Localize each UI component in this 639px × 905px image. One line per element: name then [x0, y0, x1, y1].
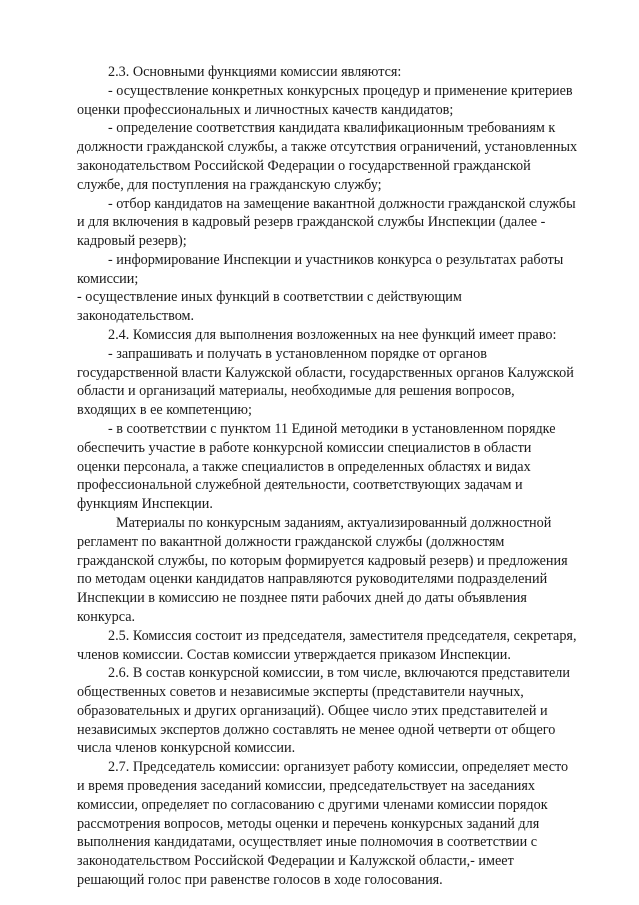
text-line: гражданской службы, по которым формируется кадровый резерв) и предложения: [77, 553, 568, 569]
text-line: - осуществление иных функций в соответствии с действующим: [77, 289, 462, 305]
text-line: 2.3. Основными функциями комиссии являются:: [108, 64, 402, 80]
text-line: - в соответствии с пунктом 11 Единой методики в установленном порядке: [108, 421, 556, 437]
text-line: области и организаций материалы, необходимые для решения вопросов,: [77, 383, 515, 399]
text-line: кадровый резерв);: [77, 233, 187, 249]
text-line: рассмотрения вопросов, методы оценки и перечень конкурсных заданий для: [77, 816, 540, 832]
text-line: обеспечить участие в работе конкурсной комиссии специалистов в области: [77, 440, 532, 456]
text-line: членов комиссии. Состав комиссии утверждается приказом Инспекции.: [77, 647, 511, 663]
text-line: регламент по вакантной должности гражданской службы (должностям: [77, 534, 505, 550]
text-line: - определение соответствия кандидата квалификационным требованиям к: [108, 120, 556, 136]
text-line: - информирование Инспекции и участников конкурса о результатах работы: [108, 252, 564, 268]
text-line: законодательством Российской Федерации о государственной гражданской: [77, 158, 531, 174]
text-line: законодательством Российской Федерации и Калужской области,- имеет: [77, 853, 514, 869]
text-line: по методам оценки кандидатов направляются руководителями подразделений: [77, 571, 548, 587]
text-line: - отбор кандидатов на замещение вакантной должности гражданской службы: [108, 196, 576, 212]
text-line: - осуществление конкретных конкурсных процедур и применение критериев: [108, 83, 573, 99]
text-line: выполнения кандидатами, осуществляет иные полномочия в соответствии с: [77, 834, 538, 850]
text-line: 2.5. Комиссия состоит из председателя, заместителя председателя, секретаря,: [108, 628, 577, 644]
text-line: оценки профессиональных и личностных качеств кандидатов;: [77, 102, 454, 118]
text-line: Инспекции в комиссию не позднее пяти рабочих дней до даты объявления: [77, 590, 527, 606]
text-line: службе, для поступления на гражданскую службу;: [77, 177, 382, 193]
text-line: решающий голос при равенстве голосов в ходе голосования.: [77, 872, 443, 888]
text-line: комиссии, определяет по согласованию с другими членами комиссии порядок: [77, 797, 548, 813]
text-line: и для включения в кадровый резерв гражданской службы Инспекции (далее -: [77, 214, 546, 230]
text-line: оценки персонала, а также специалистов в определенных областях и видах: [77, 459, 531, 475]
text-line: 2.4. Комиссия для выполнения возложенных на нее функций имеет право:: [108, 327, 557, 343]
text-line: входящих в ее компетенцию;: [77, 402, 252, 418]
text-line: конкурса.: [77, 609, 136, 625]
text-line: комиссии;: [77, 271, 139, 287]
text-line: числа членов конкурсной комиссии.: [77, 740, 296, 756]
text-line: 2.7. Председатель комиссии: организует работу комиссии, определяет место: [108, 759, 569, 775]
text-line: - запрашивать и получать в установленном порядке от органов: [108, 346, 487, 362]
text-line: и время проведения заседаний комиссии, председательствует на заседаниях: [77, 778, 536, 794]
text-line: 2.6. В состав конкурсной комиссии, в том числе, включаются представители: [108, 665, 570, 681]
text-line: должности гражданской службы, а также отсутствия ограничений, установленных: [77, 139, 578, 155]
text-line: государственной власти Калужской области, государственных органов Калужской: [77, 365, 574, 381]
text-line: законодательством.: [77, 308, 195, 324]
text-line: общественных советов и независимые эксперты (представители научных,: [77, 684, 524, 700]
text-line: профессиональной служебной деятельности, соответствующих задачам и: [77, 477, 523, 493]
text-line: образовательных и других организаций). Общее число этих представителей и: [77, 703, 548, 719]
text-line: независимых экспертов должно составлять не менее одной четверти от общего: [77, 722, 556, 738]
text-line: Материалы по конкурсным заданиям, актуализированный должностной: [116, 515, 552, 531]
text-line: функциям Инспекции.: [77, 496, 213, 512]
